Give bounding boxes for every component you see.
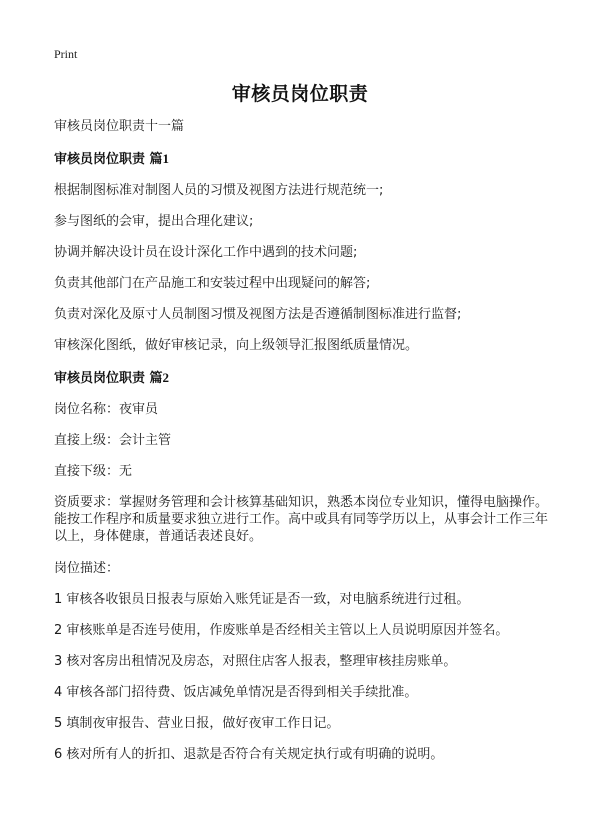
duty-item: 3 核对客房出租情况及房态，对照住店客人报表，整理审核挂房账单。 xyxy=(54,654,457,669)
duty-item: 1 审核各收银员日报表与原始入账凭证是否一致，对电脑系统进行过租。 xyxy=(54,592,470,607)
print-label: Print xyxy=(54,47,78,61)
job-name: 岗位名称：夜审员 xyxy=(54,402,159,417)
duty-item: 6 核对所有人的折扣、退款是否符合有关规定执行或有明确的说明。 xyxy=(54,747,444,762)
duty-item: 2 审核账单是否连号使用，作废账单是否经相关主管以上人员说明原因并签名。 xyxy=(54,623,509,638)
list-item: 根据制图标准对制图人员的习惯及视图方法进行规范统一; xyxy=(54,183,384,198)
document-subtitle: 审核员岗位职责十一篇 xyxy=(54,119,185,134)
list-item: 审核深化图纸，做好审核记录，向上级领导汇报图纸质量情况。 xyxy=(54,338,419,353)
list-item: 负责对深化及原寸人员制图习惯及视图方法是否遵循制图标准进行监督; xyxy=(54,307,462,322)
direct-superior: 直接上级：会计主管 xyxy=(54,433,172,448)
document-title: 审核员岗位职责 xyxy=(231,83,369,105)
document-body xyxy=(54,118,554,763)
qualification-paragraph: 资质要求：掌握财务管理和会计核算基础知识，熟悉本岗位专业知识，懂得电脑操作。能按工作程序和质量要求独立进行工作。高中或具有同等学历以上，从事会计工作三年以上，身体健康，普通话表述良好。 xyxy=(54,495,549,544)
list-item: 参与图纸的会审，提出合理化建议; xyxy=(54,214,254,229)
job-description-label: 岗位描述： xyxy=(54,561,120,576)
duty-item: 4 审核各部门招待费、饭店减免单情况是否得到相关手续批准。 xyxy=(54,685,418,700)
section-heading-text: 审核员岗位职责 篇 xyxy=(54,152,163,167)
section-heading-1 xyxy=(54,150,554,168)
section-heading-number: 1 xyxy=(162,151,170,166)
section-heading-2 xyxy=(54,369,554,387)
section-heading-text: 审核员岗位职责 篇 xyxy=(54,371,163,386)
direct-subordinate: 直接下级：无 xyxy=(54,464,133,479)
section-heading-number: 2 xyxy=(162,370,170,385)
duty-item: 5 填制夜审报告、营业日报，做好夜审工作日记。 xyxy=(54,716,340,731)
list-item: 负责其他部门在产品施工和安装过程中出现疑问的解答; xyxy=(54,276,371,291)
list-item: 协调并解决设计员在设计深化工作中遇到的技术问题; xyxy=(54,245,358,260)
